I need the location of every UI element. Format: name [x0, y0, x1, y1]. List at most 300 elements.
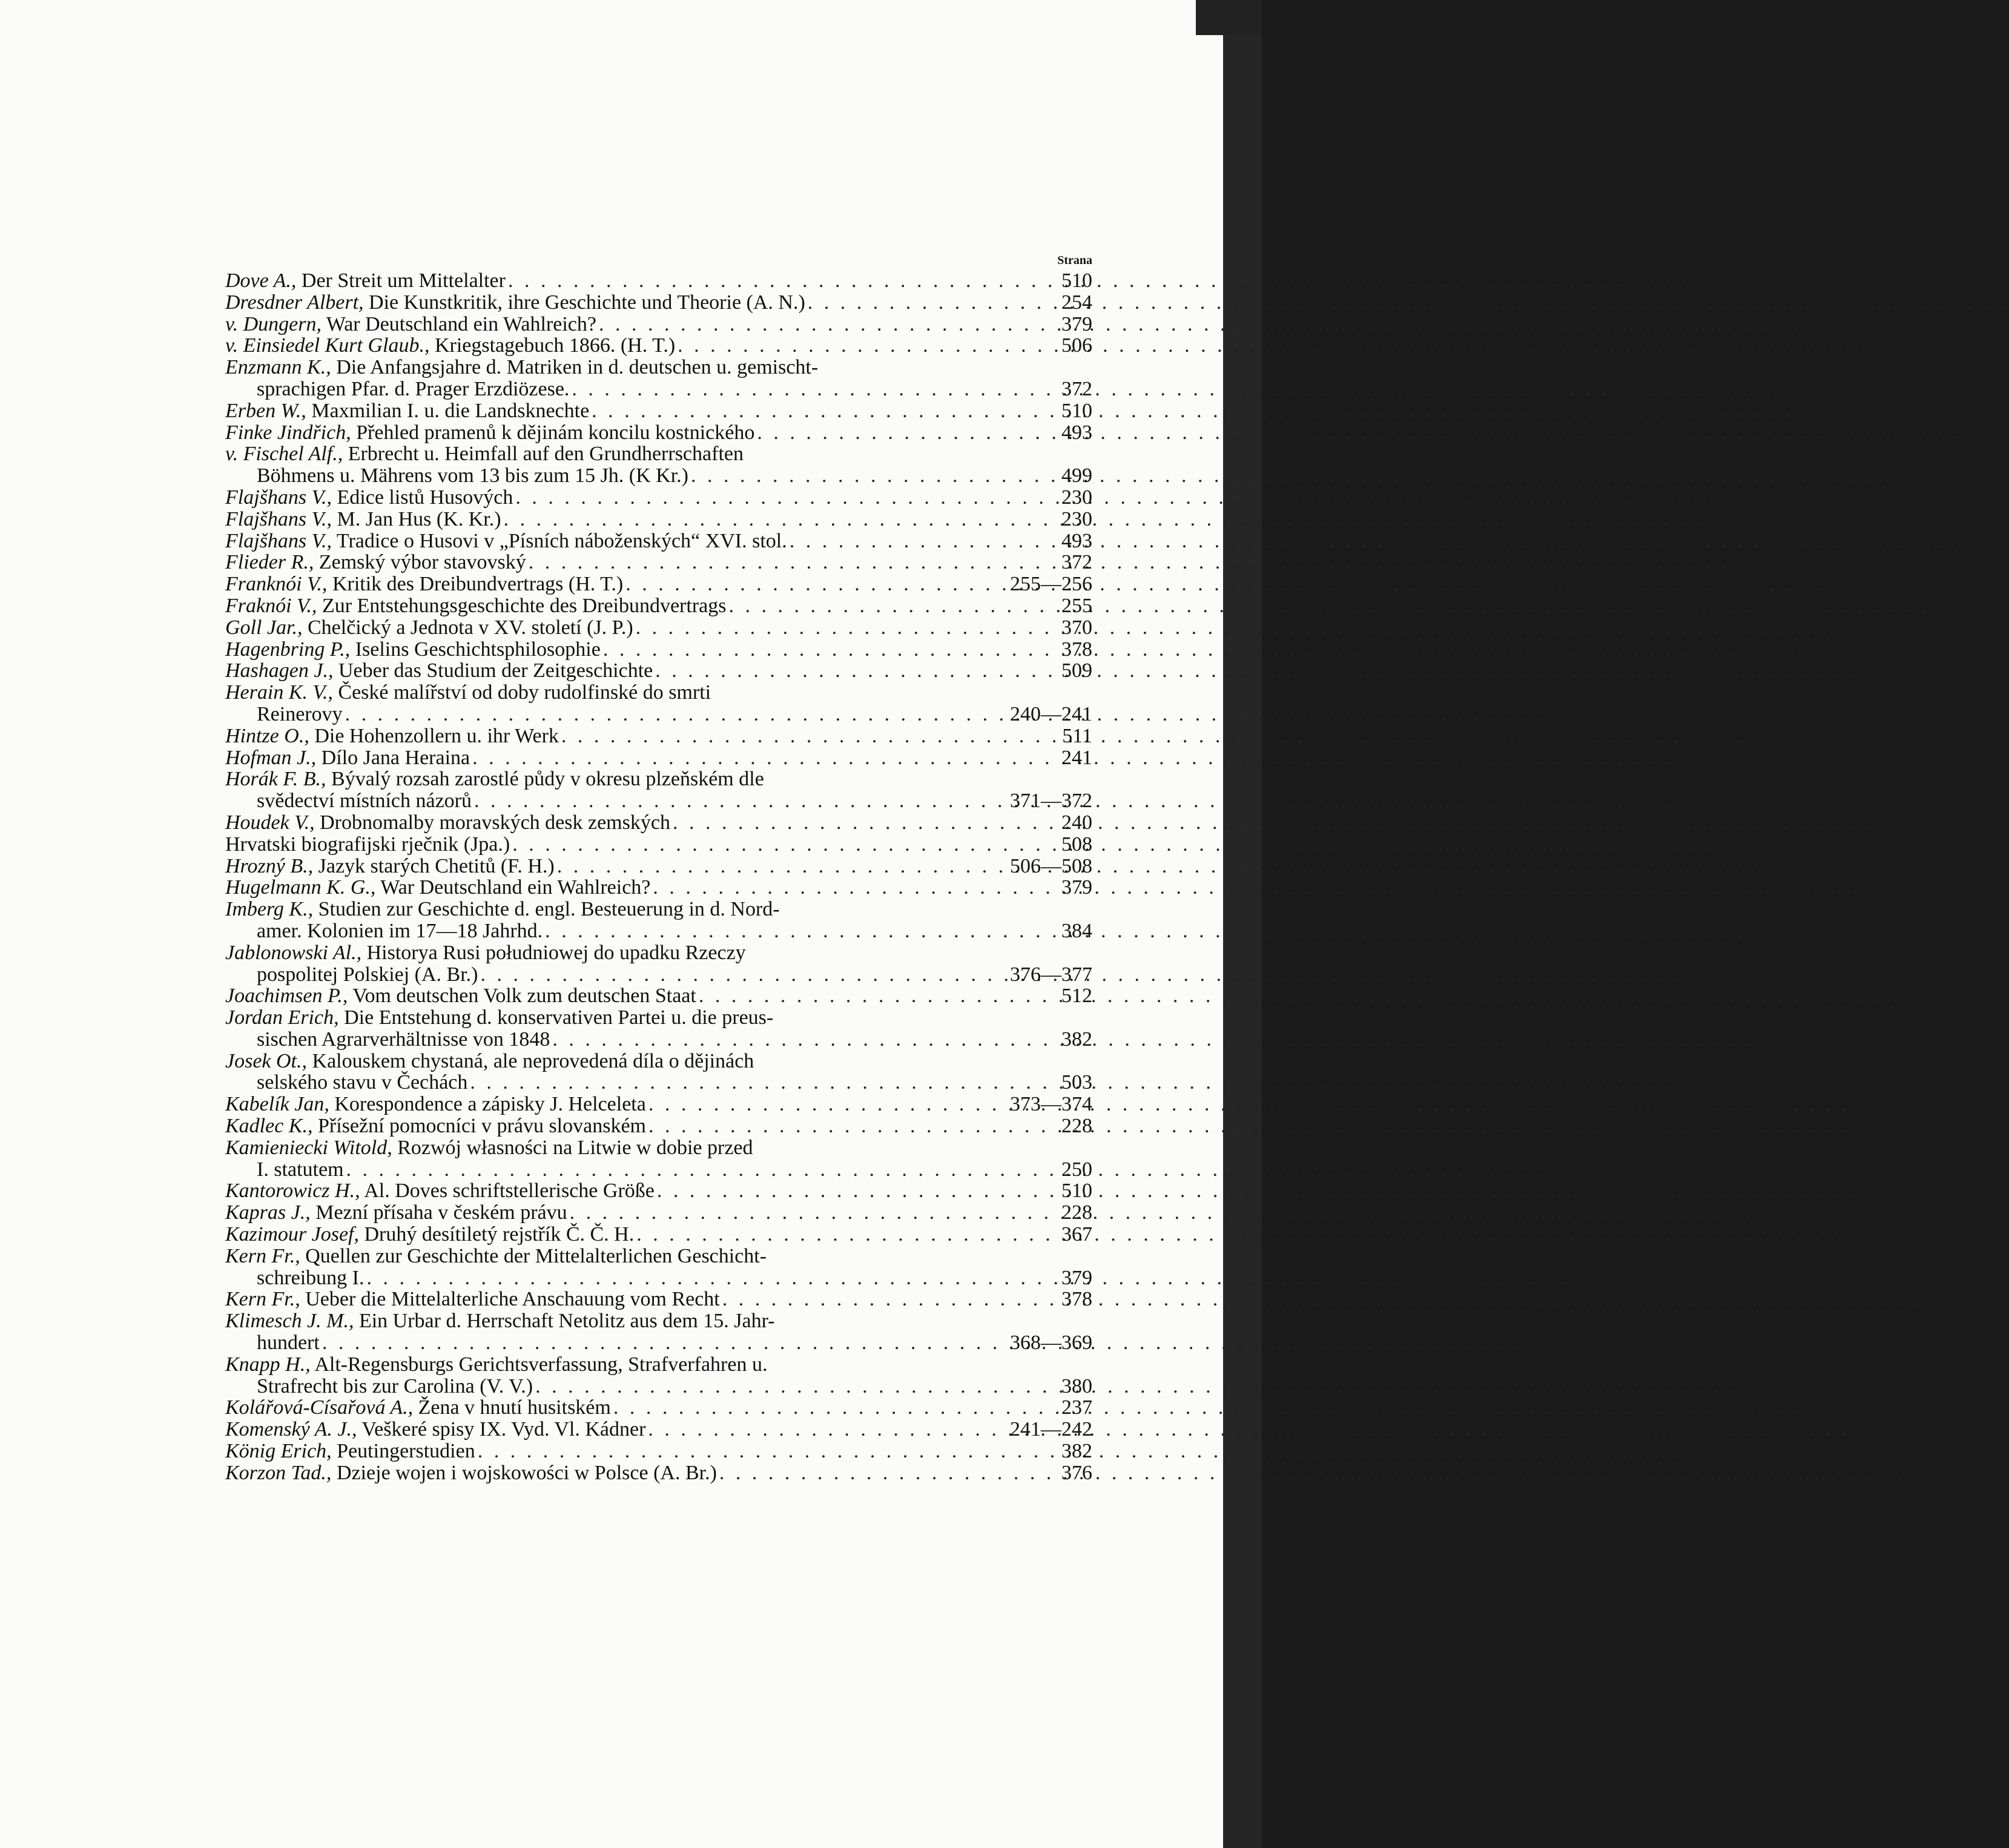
entry-author: Korzon Tad.,: [225, 1461, 332, 1484]
entry-line-with-page: [225, 595, 1092, 617]
entry-title: Jazyk starých Chetitů (F. H.): [318, 854, 555, 877]
index-entry: [225, 270, 1092, 292]
entry-title: Ein Urbar d. Herrschaft Netolitz aus dem 15. Jahr-: [358, 1310, 775, 1333]
entry-page-number: 379: [1061, 312, 1092, 335]
entry-text: [257, 964, 478, 986]
entry-title: Alt-Regensburgs Gerichtsverfassung, Strafverfahren u.: [314, 1353, 768, 1376]
index-entry: [225, 292, 1092, 314]
entry-author: Flajšhans V.,: [225, 486, 332, 509]
entry-title: Maxmilian I. u. die Landsknechte: [311, 399, 590, 422]
entry-text: [257, 1072, 467, 1094]
entry-page-number: 237: [1061, 1396, 1092, 1419]
entry-line-with-page: [225, 1376, 1092, 1398]
entry-line-with-page: [225, 1267, 1092, 1289]
index-entry: [225, 357, 1092, 400]
dot-leader: [506, 270, 1061, 292]
entry-line-with-page: [225, 509, 1092, 530]
entry-page-number: 510: [1061, 1180, 1092, 1203]
entry-text: [225, 292, 805, 314]
dot-leader: [653, 660, 1061, 682]
entry-title: Ueber das Studium der Zeitgeschichte: [338, 659, 653, 682]
entry-title: Hrvatski biografijski rječnik (Jpa.): [225, 833, 510, 856]
index-entry: [225, 660, 1092, 682]
entry-title: schreibung I.: [257, 1266, 365, 1289]
entry-text: [225, 660, 653, 682]
entry-text: [225, 747, 470, 769]
entry-text: [225, 1115, 646, 1137]
entry-title: pospolitej Polskiej (A. Br.): [257, 963, 478, 986]
index-entry: [225, 1462, 1092, 1484]
entry-author: Dresdner Albert,: [225, 291, 364, 314]
dot-leader: [633, 617, 1061, 639]
entry-text: [225, 1094, 646, 1115]
dot-leader: [646, 1115, 1061, 1137]
entry-line-with-page: [225, 639, 1092, 661]
entry-text: [225, 834, 510, 856]
entry-title: Peutingerstudien: [337, 1440, 475, 1463]
dot-leader: [754, 422, 1061, 444]
entry-author: Kantorowicz H.,: [225, 1180, 360, 1203]
entry-title: Korespondence a zápisky J. Helceleta: [334, 1093, 646, 1116]
entry-line-with-page: [225, 1029, 1092, 1051]
entry-author: Flajšhans V.,: [225, 507, 332, 530]
dot-leader: [526, 552, 1061, 573]
entry-line-with-page: [225, 1289, 1092, 1310]
entry-title: amer. Kolonien im 17—18 Jahrhd.: [257, 919, 543, 942]
dot-leader: [559, 725, 1062, 747]
index-content: [225, 254, 1092, 1484]
entry-title: Přísežní pomocníci v právu slovanském: [317, 1115, 646, 1138]
entry-author: v. Einsiedel Kurt Glaub.,: [225, 334, 430, 357]
entry-text: [225, 487, 513, 509]
entry-text: [257, 790, 472, 812]
dot-leader: [472, 790, 1010, 812]
entry-title: M. Jan Hus (K. Kr.): [337, 507, 501, 530]
dot-leader: [550, 1029, 1061, 1051]
entry-page-number: 510: [1061, 399, 1092, 422]
entry-author: Kamieniecki Witold,: [225, 1136, 392, 1159]
index-entry: [225, 1051, 1092, 1094]
dot-leader: [555, 856, 1010, 877]
entry-title: Der Streit um Mittelalter: [301, 269, 506, 292]
entry-text: [257, 465, 688, 487]
entry-page-number: 372: [1061, 551, 1092, 574]
entry-page-number: 503: [1061, 1071, 1092, 1094]
index-entry: [225, 834, 1092, 856]
entry-page-number: 228: [1061, 1201, 1092, 1224]
dot-leader: [470, 747, 1061, 769]
entry-text: [225, 1224, 634, 1246]
entry-text: [257, 1332, 320, 1354]
entry-title: Kalouskem chystaná, ale neprovedená díla o dějinách: [312, 1049, 754, 1072]
entry-page-number: 376—377: [1010, 963, 1092, 986]
entry-text: [225, 812, 670, 834]
index-entry: [225, 552, 1092, 573]
entry-text: [225, 1462, 717, 1484]
entry-line: [225, 1137, 1092, 1159]
entry-title: Mezní přísaha v českém právu: [315, 1201, 567, 1224]
entry-text: [225, 270, 506, 292]
entry-page-number: 510: [1061, 269, 1092, 292]
index-entry: [225, 422, 1092, 444]
entry-page-number: 240—241: [1010, 702, 1092, 725]
entry-text: [225, 595, 726, 617]
dot-leader: [567, 1202, 1061, 1224]
entry-author: Hrozný B.,: [225, 854, 314, 877]
entry-author: Dove A.,: [225, 269, 297, 292]
entry-line-with-page: [225, 790, 1092, 812]
entry-author: Komenský A. J.,: [225, 1418, 357, 1441]
entry-title: War Deutschland ein Wahlreich?: [380, 876, 651, 899]
index-entry: [225, 1115, 1092, 1137]
entry-title: Strafrecht bis zur Carolina (V. V.): [257, 1374, 533, 1398]
entry-text: [225, 1440, 475, 1462]
index-entry: [225, 747, 1092, 769]
entry-text: [225, 552, 526, 573]
entry-author: Herain K. V.,: [225, 681, 333, 704]
entry-page-number: 372: [1061, 377, 1092, 400]
entry-page-number: 371—372: [1010, 790, 1092, 813]
entry-page-number: 508: [1061, 833, 1092, 856]
entry-text: [257, 1376, 533, 1398]
dot-leader: [478, 964, 1011, 986]
entry-title: Žena v hnutí husitském: [418, 1396, 611, 1419]
index-entry: [225, 1354, 1092, 1398]
entry-line-with-page: [225, 270, 1092, 292]
dot-leader: [320, 1332, 1010, 1354]
entry-author: Flajšhans V.,: [225, 529, 332, 552]
entry-text: [225, 509, 501, 530]
entry-text: [225, 422, 754, 444]
entry-page-number: 378: [1061, 638, 1092, 661]
index-entries: [225, 270, 1092, 1484]
entry-line-with-page: [225, 1159, 1092, 1181]
entry-author: Klimesch J. M.,: [225, 1310, 354, 1333]
entry-page-number: 378: [1061, 1288, 1092, 1311]
entry-line: [225, 443, 1092, 465]
entry-text: [225, 400, 589, 422]
entry-line-with-page: [225, 725, 1092, 747]
index-entry: [225, 1007, 1092, 1051]
index-entry: [225, 1419, 1092, 1440]
entry-title: Die Anfangsjahre d. Matriken in d. deutschen u. gemischt-: [336, 356, 819, 379]
entry-title: Rozwój własności na Litwie w dobie przed: [397, 1136, 753, 1159]
entry-line: [225, 682, 1092, 704]
entry-text: [225, 856, 555, 877]
dot-leader: [475, 1440, 1061, 1462]
entry-line-with-page: [225, 1202, 1092, 1224]
dot-leader: [688, 465, 1061, 487]
index-entry: [225, 530, 1092, 552]
entry-line-with-page: [225, 1440, 1092, 1462]
entry-text: [225, 639, 601, 661]
scan-corner: [1196, 0, 1262, 35]
index-entry: [225, 1246, 1092, 1289]
entry-title: Erbrecht u. Heimfall auf den Grundherrschaften: [348, 443, 744, 466]
entry-author: Franknói V.,: [225, 573, 328, 596]
entry-page-number: 255—256: [1010, 573, 1092, 596]
entry-title: Dzieje wojen i wojskowości w Polsce (A. Br.): [336, 1461, 717, 1484]
entry-text: [225, 573, 623, 595]
entry-line: [225, 357, 1092, 378]
entry-line-with-page: [225, 1180, 1092, 1202]
entry-title: Die Kunstkritik, ihre Geschichte und Theorie (A. N.): [369, 291, 805, 314]
entry-page-number: 368—369: [1010, 1332, 1092, 1355]
entry-text: [225, 1180, 655, 1202]
dot-leader: [343, 704, 1010, 725]
entry-line-with-page: [225, 747, 1092, 769]
entry-author: Erben W.,: [225, 399, 306, 422]
entry-line-with-page: [225, 292, 1092, 314]
entry-title: Zur Entstehungsgeschichte des Dreibundvertrags: [322, 594, 727, 617]
dot-leader: [510, 834, 1061, 856]
entry-text: [225, 985, 696, 1007]
entry-line: [225, 1051, 1092, 1072]
entry-author: Kadlec K.,: [225, 1115, 313, 1138]
entry-page-number: 230: [1061, 507, 1092, 530]
entry-author: Kolářová-Císařová A.,: [225, 1396, 414, 1419]
entry-author: v. Dungern,: [225, 312, 322, 335]
dot-leader: [696, 985, 1061, 1007]
index-entry: [225, 509, 1092, 530]
entry-title: Ueber die Mittelalterliche Anschauung vom Recht: [305, 1288, 720, 1311]
entry-text: [225, 725, 559, 747]
entry-page-number: 379: [1061, 1266, 1092, 1289]
entry-text: [225, 617, 633, 639]
entry-text: [257, 1267, 365, 1289]
index-entry: [225, 1202, 1092, 1224]
entry-line-with-page: [225, 1332, 1092, 1354]
entry-line: [225, 1354, 1092, 1376]
entry-title: Reinerovy: [257, 702, 343, 725]
entry-line: [225, 942, 1092, 964]
entry-page-number: 373—374: [1010, 1093, 1092, 1116]
entry-title: hundert: [257, 1332, 320, 1355]
index-entry: [225, 725, 1092, 747]
entry-author: Enzmann K.,: [225, 356, 331, 379]
entry-line-with-page: [225, 704, 1092, 725]
entry-author: Kern Fr.,: [225, 1244, 300, 1267]
index-entry: [225, 682, 1092, 725]
dot-leader: [717, 1462, 1061, 1484]
entry-title: Al. Doves schriftstellerische Größe: [364, 1180, 655, 1203]
entry-text: [257, 1029, 550, 1051]
entry-line-with-page: [225, 920, 1092, 942]
dot-leader: [650, 877, 1061, 899]
entry-text: [225, 530, 787, 552]
entry-author: Josek Ot.,: [225, 1049, 308, 1072]
entry-line-with-page: [225, 834, 1092, 856]
entry-author: Imberg K.,: [225, 898, 314, 921]
entry-line: [225, 1310, 1092, 1332]
index-entry: [225, 314, 1092, 335]
entry-title: Přehled pramenů k dějinám koncilu kostnického: [356, 421, 755, 444]
entry-page-number: 380: [1061, 1374, 1092, 1398]
index-entry: [225, 856, 1092, 877]
entry-page-number: 493: [1061, 529, 1092, 552]
dot-leader: [623, 573, 1010, 595]
entry-author: Kapras J.,: [225, 1201, 311, 1224]
entry-page-number: 250: [1061, 1158, 1092, 1181]
entry-line-with-page: [225, 530, 1092, 552]
index-entry: [225, 1137, 1092, 1181]
column-header: Strana: [1057, 254, 1092, 267]
entry-title: Veškeré spisy IX. Vyd. Vl. Kádner: [361, 1418, 646, 1441]
entry-title: I. statutem: [257, 1158, 344, 1181]
entry-text: [257, 920, 543, 942]
entry-page-number: 382: [1061, 1028, 1092, 1051]
entry-line-with-page: [225, 812, 1092, 834]
entry-author: Horák F. B.,: [225, 768, 326, 791]
entry-line-with-page: [225, 400, 1092, 422]
dot-leader: [611, 1397, 1061, 1419]
entry-page-number: 506—508: [1010, 854, 1092, 877]
entry-line-with-page: [225, 335, 1092, 357]
entry-title: Drobnomalby moravských desk zemských: [320, 811, 670, 834]
entry-author: Goll Jar.,: [225, 616, 303, 639]
entry-page-number: 512: [1061, 985, 1092, 1008]
entry-title: Zemský výbor stavovský: [318, 551, 526, 574]
entry-text: [257, 378, 569, 400]
entry-title: Vom deutschen Volk zum deutschen Staat: [352, 985, 696, 1008]
entry-page-number: 370: [1061, 616, 1092, 639]
entry-text: [225, 1289, 720, 1310]
entry-title: Tradice o Husovi v „Písních náboženských“ XVI. stol.: [336, 529, 787, 552]
entry-page-number: 230: [1061, 486, 1092, 509]
entry-line-with-page: [225, 422, 1092, 444]
entry-line-with-page: [225, 1462, 1092, 1484]
entry-author: König Erich,: [225, 1440, 332, 1463]
dot-leader: [365, 1267, 1061, 1289]
dot-leader: [645, 1419, 1010, 1440]
entry-author: Kazimour Josef,: [225, 1223, 359, 1246]
index-entry: [225, 1289, 1092, 1310]
entry-title: Kriegstagebuch 1866. (H. T.): [434, 334, 676, 357]
entry-text: [225, 1202, 567, 1224]
index-entry: [225, 1094, 1092, 1115]
entry-text: [225, 1419, 645, 1440]
entry-author: Knapp H.,: [225, 1353, 311, 1376]
entry-title: Die Hohenzollern u. ihr Werk: [314, 724, 559, 747]
dot-leader: [726, 595, 1061, 617]
index-entry: [225, 595, 1092, 617]
entry-title: Druhý desítiletý rejstřík Č. Č. H.: [364, 1223, 635, 1246]
index-entry: [225, 617, 1092, 639]
entry-title: sischen Agrarverhältnisse von 1848: [257, 1028, 550, 1051]
entry-title: selského stavu v Čechách: [257, 1071, 468, 1094]
entry-line-with-page: [225, 877, 1092, 899]
entry-author: Hugelmann K. G.,: [225, 876, 376, 899]
entry-line-with-page: [225, 573, 1092, 595]
entry-page-number: 367: [1061, 1223, 1092, 1246]
entry-title: svědectví místních názorů: [257, 790, 472, 813]
entry-title: Kritik des Dreibundvertrags (H. T.): [332, 573, 624, 596]
index-entry: [225, 768, 1092, 812]
entry-title: Edice listů Husových: [337, 486, 513, 509]
entry-line: [225, 1246, 1092, 1267]
entry-text: [257, 704, 343, 725]
index-entry: [225, 443, 1092, 487]
index-entry: [225, 335, 1092, 357]
entry-title: Dílo Jana Heraina: [321, 746, 470, 769]
entry-line: [225, 1007, 1092, 1029]
entry-line-with-page: [225, 1115, 1092, 1137]
index-entry: [225, 1440, 1092, 1462]
entry-line-with-page: [225, 314, 1092, 335]
entry-page-number: 255: [1061, 594, 1092, 617]
dot-leader: [720, 1289, 1061, 1310]
entry-page-number: 382: [1061, 1440, 1092, 1463]
entry-author: Kern Fr.,: [225, 1288, 300, 1311]
dot-leader: [533, 1376, 1061, 1398]
entry-page-number: 506: [1061, 334, 1092, 357]
entry-line-with-page: [225, 856, 1092, 877]
entry-title: Die Entstehung d. konservativen Partei u. die preus-: [344, 1006, 774, 1029]
entry-author: Joachimsen P.,: [225, 985, 348, 1008]
entry-author: v. Fischel Alf.,: [225, 443, 343, 466]
entry-text: [257, 1159, 344, 1181]
dot-leader: [501, 509, 1061, 530]
entry-page-number: 240: [1061, 811, 1092, 834]
index-entry: [225, 639, 1092, 661]
entry-line-with-page: [225, 964, 1092, 986]
index-entry: [225, 1310, 1092, 1354]
index-entry: [225, 487, 1092, 509]
entry-line-with-page: [225, 378, 1092, 400]
entry-author: Hintze O.,: [225, 724, 309, 747]
entry-line-with-page: [225, 1397, 1092, 1419]
entry-text: [225, 877, 650, 899]
entry-line-with-page: [225, 617, 1092, 639]
entry-page-number: 511: [1062, 724, 1092, 747]
entry-line-with-page: [225, 465, 1092, 487]
dot-leader: [646, 1094, 1010, 1115]
dot-leader: [655, 1180, 1061, 1202]
entry-title: Chelčický a Jednota v XV. století (J. P.): [308, 616, 633, 639]
entry-title: České malířství od doby rudolfinské do smrti: [338, 681, 711, 704]
entry-title: sprachigen Pfar. d. Prager Erzdiözese.: [257, 377, 570, 400]
entry-author: Hofman J.,: [225, 746, 317, 769]
dot-leader: [805, 292, 1061, 314]
entry-author: Finke Jindřich,: [225, 421, 351, 444]
dot-leader: [596, 314, 1061, 335]
entry-title: War Deutschland ein Wahlreich?: [326, 312, 596, 335]
dot-leader: [675, 335, 1061, 357]
entry-author: Fraknói V.,: [225, 594, 317, 617]
entry-page-number: 493: [1061, 421, 1092, 444]
dot-leader: [513, 487, 1061, 509]
index-entry: [225, 1180, 1092, 1202]
index-entry: [225, 1397, 1092, 1419]
entry-page-number: 254: [1061, 291, 1092, 314]
entry-page-number: 241—242: [1010, 1418, 1092, 1441]
entry-page-number: 241: [1061, 746, 1092, 769]
entry-line-with-page: [225, 552, 1092, 573]
entry-page-number: 379: [1061, 876, 1092, 899]
entry-page-number: 384: [1061, 919, 1092, 942]
dot-leader: [569, 378, 1061, 400]
index-entry: [225, 942, 1092, 986]
entry-title: Bývalý rozsah zarostlé půdy v okresu plzeňském dle: [331, 768, 764, 791]
index-entry: [225, 1224, 1092, 1246]
entry-line-with-page: [225, 660, 1092, 682]
entry-author: Hagenbring P.,: [225, 638, 351, 661]
dot-leader: [543, 920, 1061, 942]
entry-line: [225, 768, 1092, 790]
entry-line: [225, 899, 1092, 920]
entry-author: Flieder R.,: [225, 551, 314, 574]
dot-leader: [467, 1072, 1061, 1094]
